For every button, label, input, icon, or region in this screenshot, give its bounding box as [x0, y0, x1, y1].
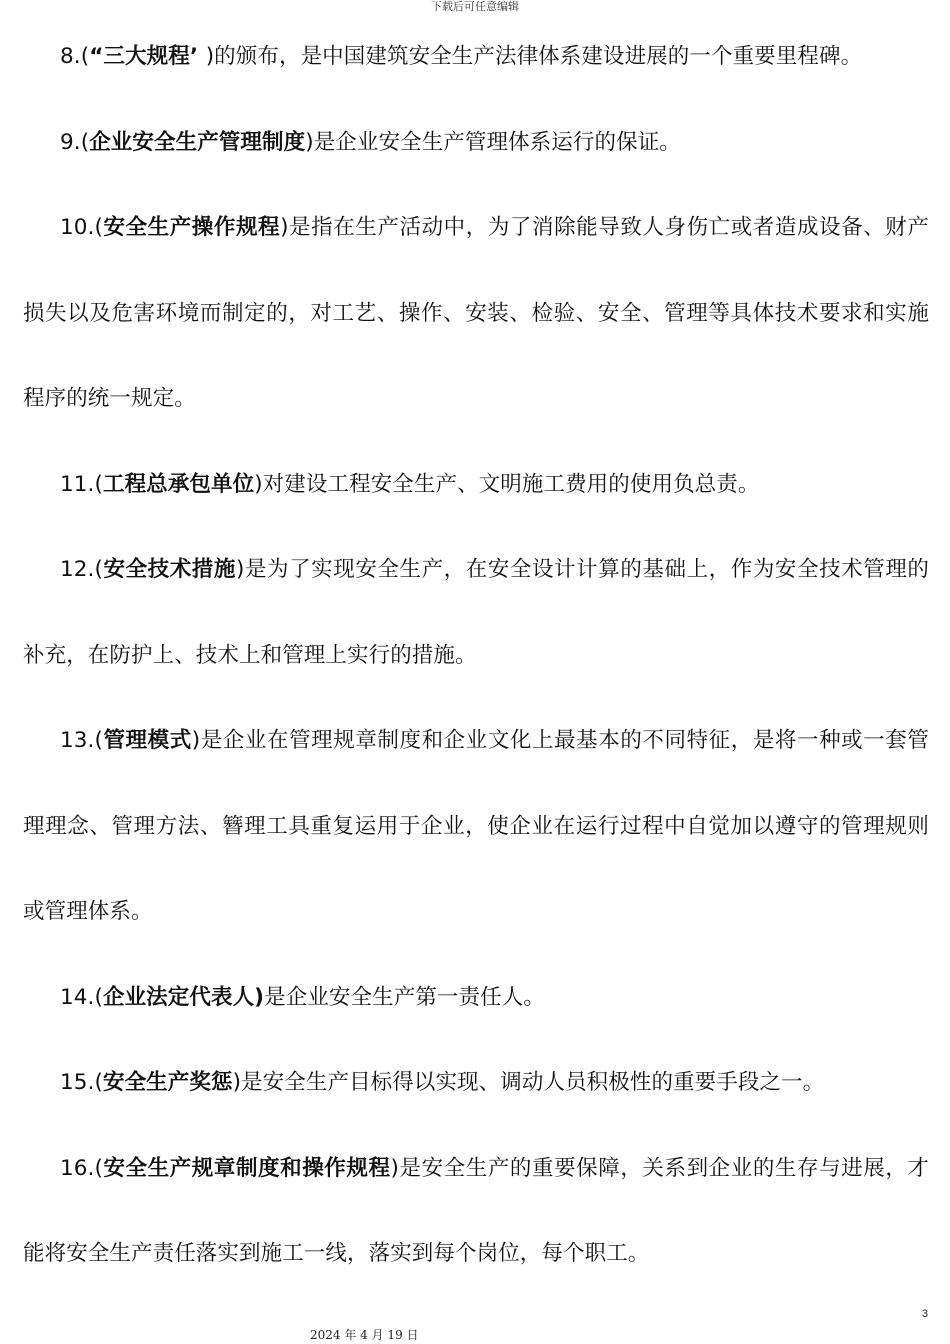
item-number: 8.( [60, 44, 90, 69]
item-number: 12.( [60, 557, 103, 582]
item-number: 9.( [60, 129, 90, 155]
list-item [23, 100, 929, 186]
item-text: )是企业在管理规章制度和企业文化上最基本的不同特征，是将一种或一套管理理念、管理方法、簪理工具重复运用于企业，使企业在运行过程中自觉加以遵守的管理规则或管理体系。 [23, 728, 929, 924]
list-item [23, 185, 929, 442]
item-text: )是安全生产的重要保障，关系到企业的生存与进展，才能将安全生产责任落实到施工一线，落实到每个岗位，每个职工。 [23, 1155, 930, 1266]
list-item [23, 1126, 929, 1297]
item-term: 安全生产规章制度和操作规程 [102, 1155, 391, 1181]
list-item [23, 955, 929, 1041]
list-item [23, 442, 929, 528]
item-term: 安全生产操作规程 [102, 215, 281, 240]
page-header: 下载后可任意编辑 [431, 0, 519, 13]
list-item [23, 698, 929, 955]
item-text: )是安全生产目标得以实现、调动人员积极性的重要手段之一。 [232, 1070, 825, 1095]
item-text: )是为了实现安全生产，在安全设计计算的基础上，作为安全技术管理的补充，在防护上、技术上和管理上实行的措施。 [23, 557, 929, 668]
list-item [23, 1040, 929, 1126]
item-term: 企业法定代表人) [102, 984, 265, 1010]
item-term: 工程总承包单位 [102, 471, 255, 497]
document-body [23, 14, 929, 1297]
item-term: 管理模式 [102, 728, 192, 753]
list-item [23, 14, 929, 100]
item-number: 14.( [60, 984, 103, 1010]
item-term: 企业安全生产管理制度 [89, 129, 306, 155]
item-term: “三大规程’ [89, 44, 206, 69]
item-text: 是企业安全生产第一责任人。 [264, 984, 545, 1010]
item-text: )对建设工程安全生产、文明施工费用的使用负总责。 [254, 471, 760, 497]
item-number: 16.( [60, 1155, 103, 1181]
list-item [23, 527, 929, 698]
item-term: 安全生产奖惩 [102, 1070, 233, 1095]
item-number: 10.( [60, 215, 103, 240]
page-number: 3 [921, 1308, 928, 1320]
item-term: 安全技术措施 [102, 557, 236, 582]
item-text: )是企业安全生产管理体系运行的保证。 [305, 129, 681, 155]
item-text: )是指在生产活动中，为了消除能导致人身伤亡或者造成设备、财产损失以及危害环境而制定的，对工艺、操作、安装、检验、安全、管理等具体技术要求和实施程序的统一规定。 [23, 215, 929, 411]
footer-date: 2024 年 4 月 19 日 [310, 1328, 419, 1342]
item-text: )的颁布，是中国建筑安全生产法律体系建设进展的一个重要里程碑。 [205, 44, 863, 69]
item-number: 15.( [60, 1070, 103, 1095]
item-number: 13.( [60, 728, 103, 753]
item-number: 11.( [60, 471, 103, 497]
